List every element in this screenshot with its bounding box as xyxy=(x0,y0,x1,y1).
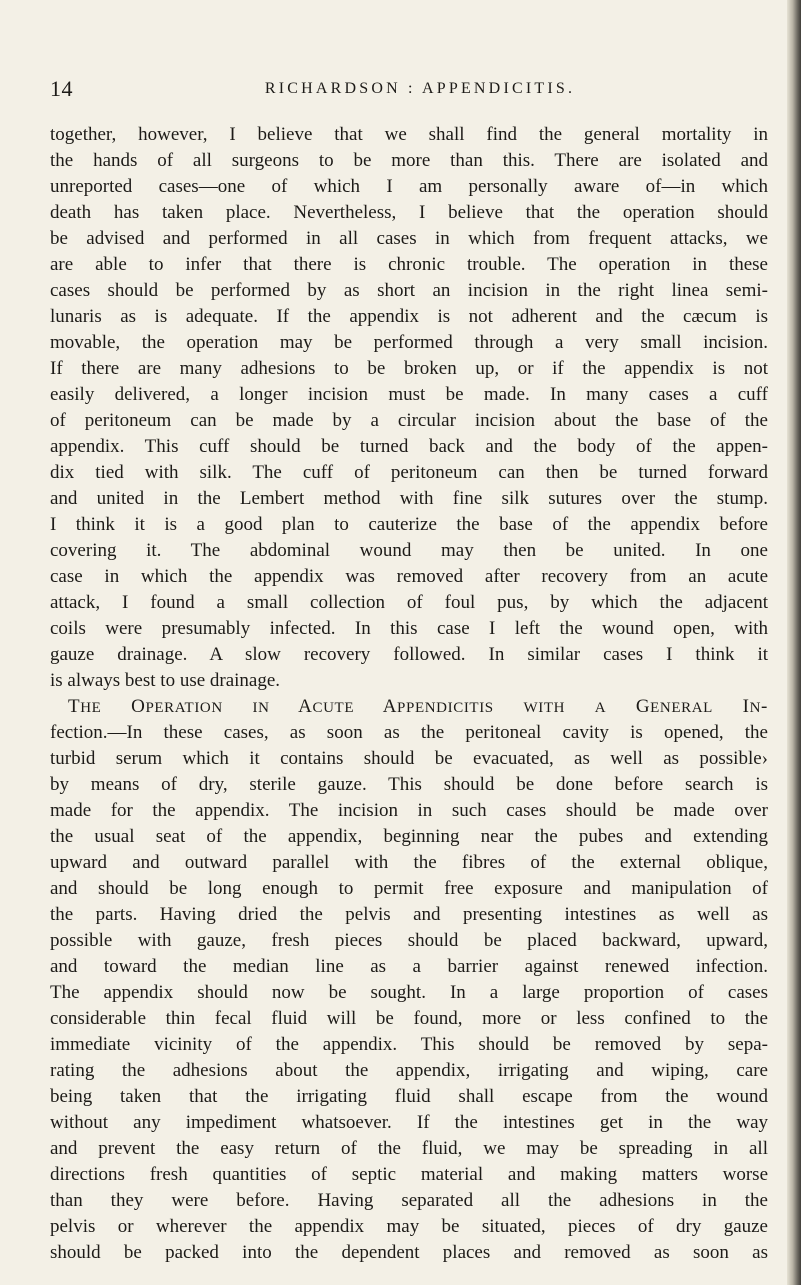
section-heading xyxy=(50,694,768,720)
body-text xyxy=(50,122,768,1266)
text-line: cases should be performed by as short an incision in the right linea semi- xyxy=(50,280,768,301)
text-line: be advised and performed in all cases in which from frequent attacks, we xyxy=(50,228,768,249)
section-line: turbid serum which it contains should be evacuated, as well as possible› xyxy=(50,748,768,769)
text-line: lunaris as is adequate. If the appendix is not adherent and the cæcum is xyxy=(50,306,768,327)
page-number: 14 xyxy=(50,76,73,101)
text-line: covering it. The abdominal wound may then be united. In one xyxy=(50,540,768,561)
section-line: and should be long enough to permit free exposure and manipulation of xyxy=(50,878,768,899)
text-line: together, however, I believe that we shall find the general mortality in xyxy=(50,124,768,145)
text-line: coils were presumably infected. In this case I left the wound open, with xyxy=(50,618,768,639)
text-line: and united in the Lembert method with fine silk sutures over the stump. xyxy=(50,488,768,509)
text-line: is always best to use drainage. xyxy=(50,670,281,691)
section-line: The appendix should now be sought. In a large proportion of cases xyxy=(50,982,768,1003)
text-line: I think it is a good plan to cauterize the base of the appendix before xyxy=(50,514,768,535)
section-line: fection.—In these cases, as soon as the peritoneal cavity is opened, the xyxy=(50,722,768,743)
section-line: than they were before. Having separated all the adhesions in the xyxy=(50,1190,768,1211)
text-line: of peritoneum can be made by a circular incision about the base of the xyxy=(50,410,768,431)
section-heading-text: THE OPERATION IN ACUTE APPENDICITIS WITH A GENERAL IN- xyxy=(68,696,768,717)
text-line: movable, the operation may be performed through a very small incision. xyxy=(50,332,768,353)
section-line: being taken that the irrigating fluid shall escape from the wound xyxy=(50,1086,768,1107)
text-line: easily delivered, a longer incision must be made. In many cases a cuff xyxy=(50,384,768,405)
section-line: the usual seat of the appendix, beginning near the pubes and extending xyxy=(50,826,768,847)
page-edge-shadow xyxy=(787,0,801,1285)
text-line: gauze drainage. A slow recovery followed. In similar cases I think it xyxy=(50,644,768,665)
section-line: should be packed into the dependent places and removed as soon as xyxy=(50,1242,768,1263)
text-line: death has taken place. Nevertheless, I believe that the operation should xyxy=(50,202,768,223)
text-line: are able to infer that there is chronic trouble. The operation in these xyxy=(50,254,768,275)
text-line: unreported cases—one of which I am personally aware of—in which xyxy=(50,176,768,197)
section-line: and prevent the easy return of the fluid, we may be spreading in all xyxy=(50,1138,768,1159)
text-line: appendix. This cuff should be turned back and the body of the appen- xyxy=(50,436,768,457)
text-line: the hands of all surgeons to be more than this. There are isolated and xyxy=(50,150,768,171)
section-line: without any impediment whatsoever. If the intestines get in the way xyxy=(50,1112,768,1133)
section-line: pelvis or wherever the appendix may be situated, pieces of dry gauze xyxy=(50,1216,768,1237)
section-line: the parts. Having dried the pelvis and presenting intestines as well as xyxy=(50,904,768,925)
text-line: If there are many adhesions to be broken up, or if the appendix is not xyxy=(50,358,768,379)
section-line: and toward the median line as a barrier against renewed infection. xyxy=(50,956,768,977)
text-line: dix tied with silk. The cuff of peritoneum can then be turned forward xyxy=(50,462,768,483)
section-line: considerable thin fecal fluid will be found, more or less confined to the xyxy=(50,1008,768,1029)
section-line: immediate vicinity of the appendix. This should be removed by sepa- xyxy=(50,1034,768,1055)
text-line: attack, I found a small collection of foul pus, by which the adjacent xyxy=(50,592,768,613)
section-line: rating the adhesions about the appendix, irrigating and wiping, care xyxy=(50,1060,768,1081)
section-line: made for the appendix. The incision in such cases should be made over xyxy=(50,800,768,821)
section-line: by means of dry, sterile gauze. This should be done before search is xyxy=(50,774,768,795)
section-line: possible with gauze, fresh pieces should be placed backward, upward, xyxy=(50,930,768,951)
running-title: RICHARDSON : APPENDICITIS. xyxy=(264,80,576,97)
section-line: directions fresh quantities of septic material and making matters worse xyxy=(50,1164,768,1185)
section-line: upward and outward parallel with the fibres of the external oblique, xyxy=(50,852,768,873)
text-line: case in which the appendix was removed after recovery from an acute xyxy=(50,566,768,587)
